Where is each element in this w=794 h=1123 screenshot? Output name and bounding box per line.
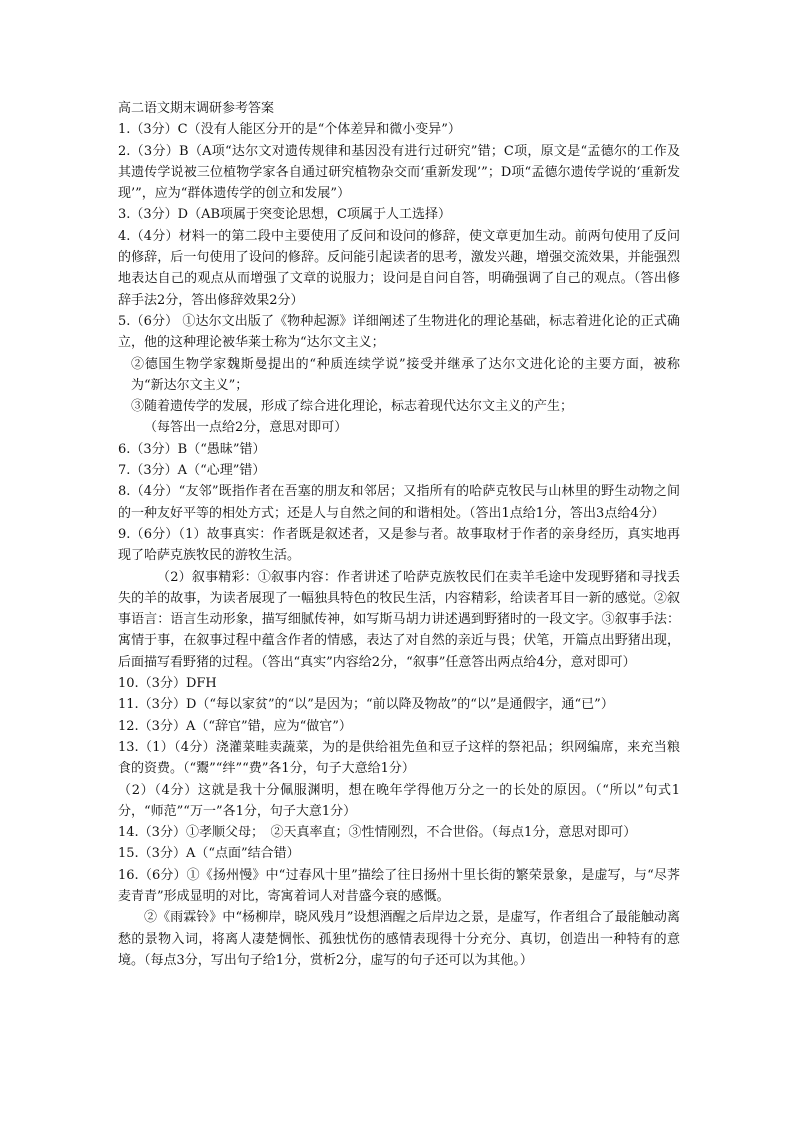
answer-paragraph: 5.（6分） ①达尔文出版了《物种起源》详细阐述了生物进化的理论基础，标志着进化论的正式确立，他的这种理论被华莱士称为“达尔文主义；	[118, 313, 680, 351]
answer-paragraph: 8.（4分）“友邻”既指作者在吾塞的朋友和邻居；又指所有的哈萨克牧民与山林里的野生动物之间的一种友好平等的相处方式；还是人与自然之间的和谐相处。（答出1点给1分，答出3点给4分）	[118, 484, 680, 521]
document-title: 高二语文期末调研参考答案	[118, 101, 275, 116]
answer-paragraph: 2.（3分）B（A项“达尔文对遗传规律和基因没有进行过研究”错；C项，原文是“孟德尔的工作及其遗传学说被三位植物学家各自通过研究植物杂交而‘重新发现’”；D项“孟德尔遗传学说的‘重新发现’”，应为“群体遗传学的创立和发展”）	[118, 143, 680, 202]
answer-paragraph: 7.（3分）A（“心理”错）	[118, 463, 266, 479]
answer-paragraph: ②《雨霖铃》中“杨柳岸，晓风残月”设想酒醒之后岸边之景，是虚写，作者组合了最能触动离愁的景物入词，将离人凄楚惆怅、孤独忧伤的感情表现得十分充分、真切，创造出一种特有的意境。（每点3分，写出句子给1分，赏析2分，虚写的句子还可以为其他。）	[118, 910, 680, 968]
answer-paragraph: 11.（3分）D（“每以家贫”的“以”是因为；“前以降及物故”的“以”是通假字，通“已”）	[118, 697, 614, 713]
answer-paragraph: 4.（4分）材料一的第二段中主要使用了反问和设问的修辞，使文章更加生动。前两句使用了反问的修辞，后一句使用了设问的修辞。反问能引起读者的思考，激发兴趣，增强交流效果，并能强烈地表达自己的观点从而增强了文章的说服力；设问是自问自答，明确强调了自己的观点。（答出修辞手法2分，答出修辞效果2分）	[118, 228, 680, 308]
answer-paragraph: （2）叙事精彩：①叙事内容：作者讲述了哈萨克族牧民们在卖羊毛途中发现野猪和寻找丢失的羊的故事，为读者展现了一幅独具特色的牧民生活，内容精彩，给读者耳目一新的感觉。②叙事语言：语言生动形象，描写细腻传神，如写斯马胡力讲述遇到野猪时的一段文字。③叙事手法：寓情于事，在叙事过程中蕴含作者的情感，表达了对自然的亲近与畏；伏笔，开篇点出野猪出现，后面描写看野猪的过程。（答出“真实”内容给2分，“叙事”任意答出两点给4分，意对即可）	[118, 569, 680, 670]
answer-paragraph: 13.（1）（4分）浇灌菜畦卖蔬菜，为的是供给祖先鱼和豆子这样的祭祀品；织网编席，来充当粮食的资费。（“鬻”“绊”“费”各1分，句子大意给1分）	[118, 739, 680, 777]
answer-paragraph: 15.（3分）A（“点面”结合错）	[118, 846, 300, 862]
answer-paragraph: 9.（6分）（1）故事真实：作者既是叙述者，又是参与者。故事取材于作者的亲身经历，真实地再现了哈萨克族牧民的游牧生活。	[118, 526, 680, 564]
answer-paragraph: （每答出一点给2分，意思对即可）	[144, 420, 348, 436]
answer-paragraph: ③随着遗传学的发展，形成了综合进化理论，标志着现代达尔文主义的产生；	[131, 399, 574, 415]
answer-paragraph: 6.（3分）B（“愚昧”错）	[118, 441, 266, 457]
answer-paragraph: 16.（6分）①《扬州慢》中“过春风十里”描绘了往日扬州十里长街的繁荣景象，是虚写，与“尽荠麦青青”形成显明的对比，寄寓着词人对昔盛今衰的感慨。	[118, 867, 680, 904]
answer-paragraph: ②德国生物学家魏斯曼提出的“种质连续学说”接受并继承了达尔文进化论的主要方面，被称为“新达尔文主义”；	[131, 356, 680, 393]
answer-paragraph: 1.（3分）C（没有人能区分开的是“个体差异和微小变异”）	[118, 122, 461, 138]
answer-paragraph: 14.（3分）①孝顺父母； ②天真率直；③性情刚烈，不合世俗。（每点1分，意思对即可）	[118, 825, 637, 841]
answer-paragraph: 10.（3分）DFH	[118, 676, 217, 692]
answer-paragraph: 12.（3分）A（“辞官”错，应为“做官”）	[118, 718, 352, 734]
answer-document	[118, 98, 680, 971]
answer-list	[118, 119, 680, 971]
answer-paragraph: 3.（3分）D（AB项属于突变论思想，C项属于人工选择）	[118, 207, 451, 223]
answer-paragraph: （2）（4分）这就是我十分佩服渊明，想在晚年学得他万分之一的长处的原因。（“所以”句式1分，“师范”“万一”各1分，句子大意1分）	[118, 782, 680, 819]
